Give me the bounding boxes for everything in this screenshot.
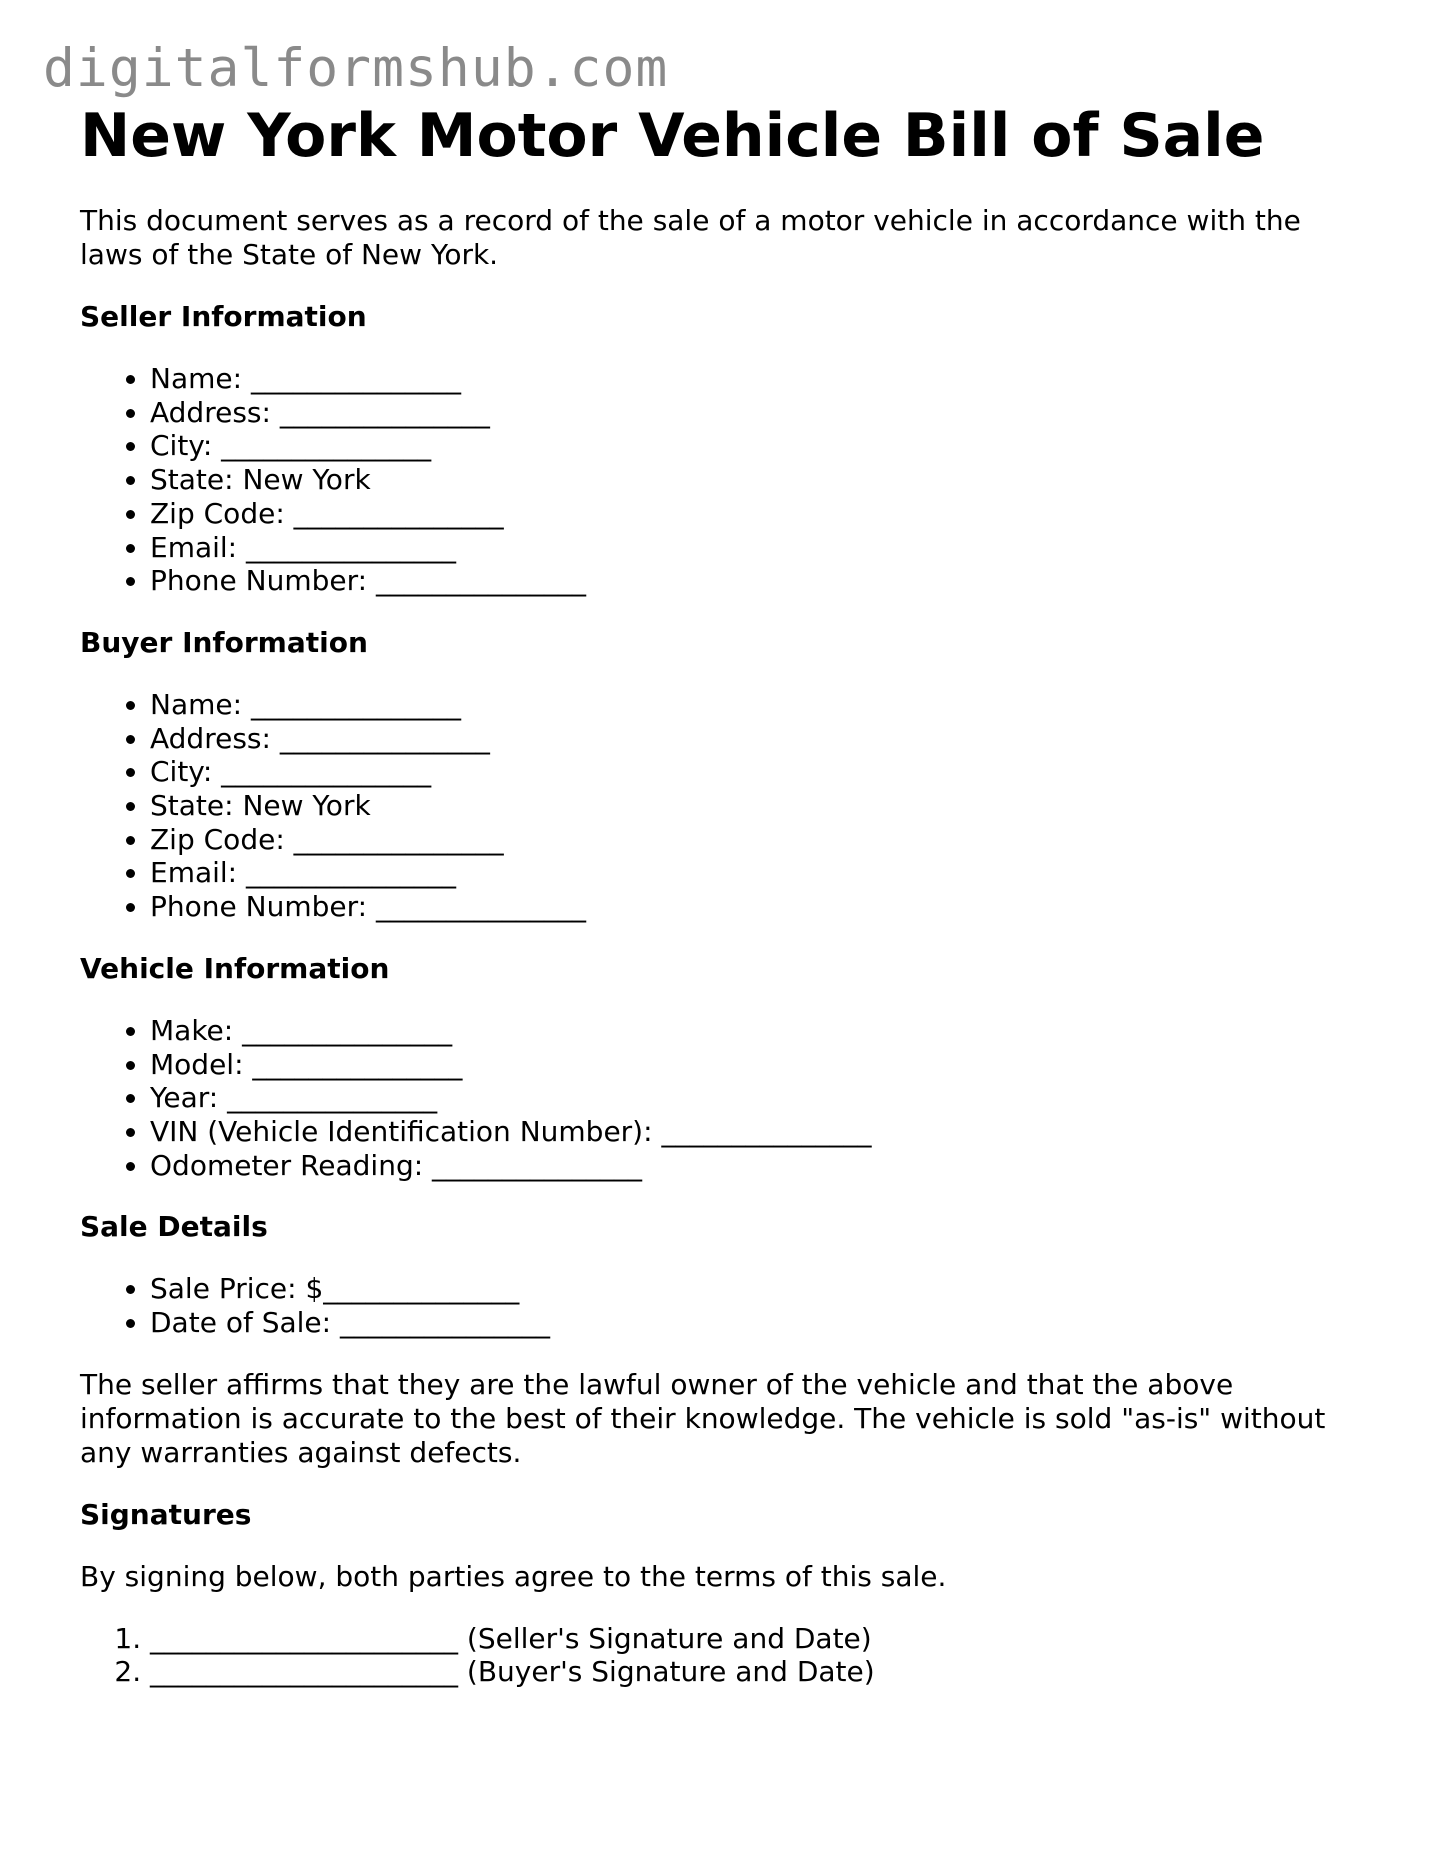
seller-heading: Seller Information <box>80 300 367 333</box>
signatures-heading: Signatures <box>80 1497 252 1531</box>
vehicle-make-field: • Make: _______________ <box>150 1014 1370 1048</box>
sale-date-field: • Date of Sale: _______________ <box>150 1306 1370 1340</box>
signature-list <box>80 1622 1370 1689</box>
document-title: New York Motor Vehicle Bill of Sale <box>80 101 1265 171</box>
signatures-statement: By signing below, both parties agree to the terms of this sale. <box>80 1559 947 1593</box>
seller-city-field: • City: _______________ <box>150 429 1370 463</box>
sale-price-field: • Sale Price: $______________ <box>150 1272 1370 1306</box>
seller-address-field: • Address: _______________ <box>150 396 1370 430</box>
seller-zip-field: • Zip Code: _______________ <box>150 497 1370 531</box>
vehicle-year-field: • Year: _______________ <box>150 1081 1370 1115</box>
seller-list <box>80 362 1370 598</box>
vehicle-vin-field: • VIN (Vehicle Identification Number): _______________ <box>150 1115 1370 1149</box>
seller-email-field: • Email: _______________ <box>150 531 1370 565</box>
affirmation-paragraph: The seller affirms that they are the lawful owner of the vehicle and that the above information is accurate to the best of their knowledge. The vehicle is sold "as-is" without any warranties against defects. <box>80 1367 1326 1469</box>
watermark-text: digitalformshub.com <box>43 38 669 99</box>
sale-list <box>80 1272 1370 1339</box>
buyer-name-field: • Name: _______________ <box>150 688 1370 722</box>
vehicle-odometer-field: • Odometer Reading: _______________ <box>150 1149 1370 1183</box>
buyer-state-field: • State: New York <box>150 789 1370 823</box>
sale-heading: Sale Details <box>80 1210 268 1244</box>
seller-phone-field: • Phone Number: _______________ <box>150 564 1370 598</box>
seller-state-field: • State: New York <box>150 463 1370 497</box>
vehicle-heading: Vehicle Information <box>80 951 390 985</box>
buyer-signature-line: 2. ______________________ (Buyer's Signature and Date) <box>150 1655 1370 1689</box>
buyer-heading: Buyer Information <box>80 625 368 659</box>
intro-paragraph: This document serves as a record of the sale of a motor vehicle in accordance with the laws of the State of New York. <box>80 204 1301 271</box>
buyer-email-field: • Email: _______________ <box>150 856 1370 890</box>
buyer-phone-field: • Phone Number: _______________ <box>150 890 1370 924</box>
buyer-city-field: • City: _______________ <box>150 755 1370 789</box>
buyer-zip-field: • Zip Code: _______________ <box>150 823 1370 857</box>
buyer-address-field: • Address: _______________ <box>150 722 1370 756</box>
vehicle-list <box>80 1014 1370 1183</box>
vehicle-model-field: • Model: _______________ <box>150 1048 1370 1082</box>
seller-signature-line: 1. ______________________ (Seller's Signature and Date) <box>150 1622 1370 1656</box>
buyer-list <box>80 688 1370 924</box>
seller-name-field: • Name: _______________ <box>150 362 1370 396</box>
document-page <box>80 100 1370 1689</box>
